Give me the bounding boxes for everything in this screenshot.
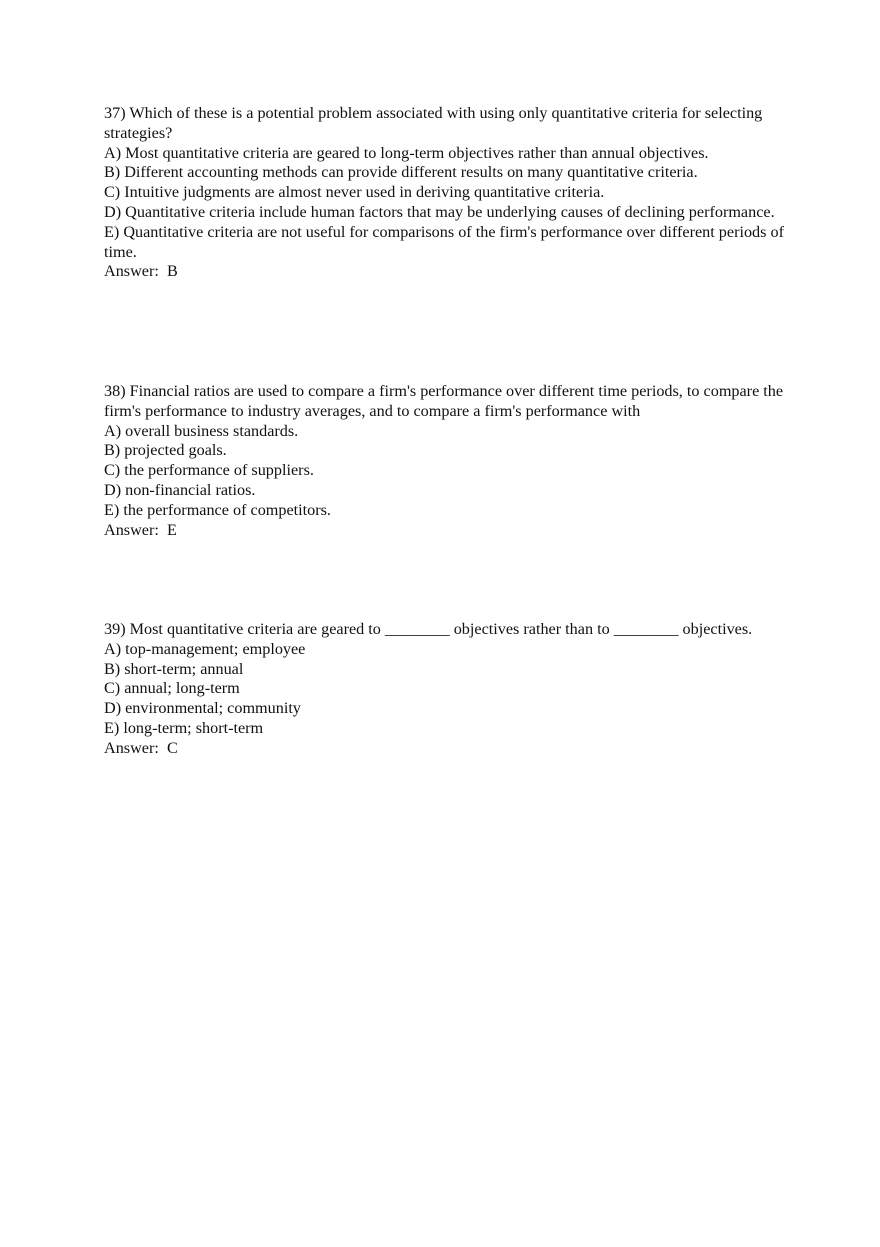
answer: Answer: E <box>104 520 177 539</box>
option-b: B) short-term; annual <box>104 659 244 678</box>
question-stem: 37) Which of these is a potential problem associated with using only quantitative criteria for selecting strategies? <box>104 104 767 142</box>
option-c: C) the performance of suppliers. <box>104 461 314 480</box>
option-a: A) overall business standards. <box>104 421 299 440</box>
question-39 <box>104 620 784 759</box>
option-d: D) non-financial ratios. <box>104 480 256 499</box>
question-37 <box>104 104 789 282</box>
option-b: B) Different accounting methods can provide different results on many quantitative criteria. <box>104 163 698 182</box>
option-d: D) Quantitative criteria include human factors that may be underlying causes of declining performance. <box>104 202 775 221</box>
option-e: E) Quantitative criteria are not useful for comparisons of the firm's performance over different periods of time. <box>104 222 789 261</box>
answer: Answer: C <box>104 738 178 757</box>
answer: Answer: B <box>104 262 178 281</box>
option-e: E) long-term; short-term <box>104 718 264 737</box>
question-stem: 39) Most quantitative criteria are geared to ________ objectives rather than to ________ objectives. <box>104 620 753 638</box>
option-e: E) the performance of competitors. <box>104 500 331 519</box>
option-c: C) annual; long-term <box>104 679 240 698</box>
option-a: A) top-management; employee <box>104 639 306 658</box>
option-a: A) Most quantitative criteria are geared to long-term objectives rather than annual objectives. <box>104 143 709 162</box>
question-38 <box>104 382 788 540</box>
option-b: B) projected goals. <box>104 441 227 460</box>
option-d: D) environmental; community <box>104 699 301 718</box>
question-stem: 38) Financial ratios are used to compare a firm's performance over different time periods, to compare the firm's performance to industry averages, and to compare a firm's performance with <box>104 382 788 420</box>
option-c: C) Intuitive judgments are almost never used in deriving quantitative criteria. <box>104 183 605 202</box>
